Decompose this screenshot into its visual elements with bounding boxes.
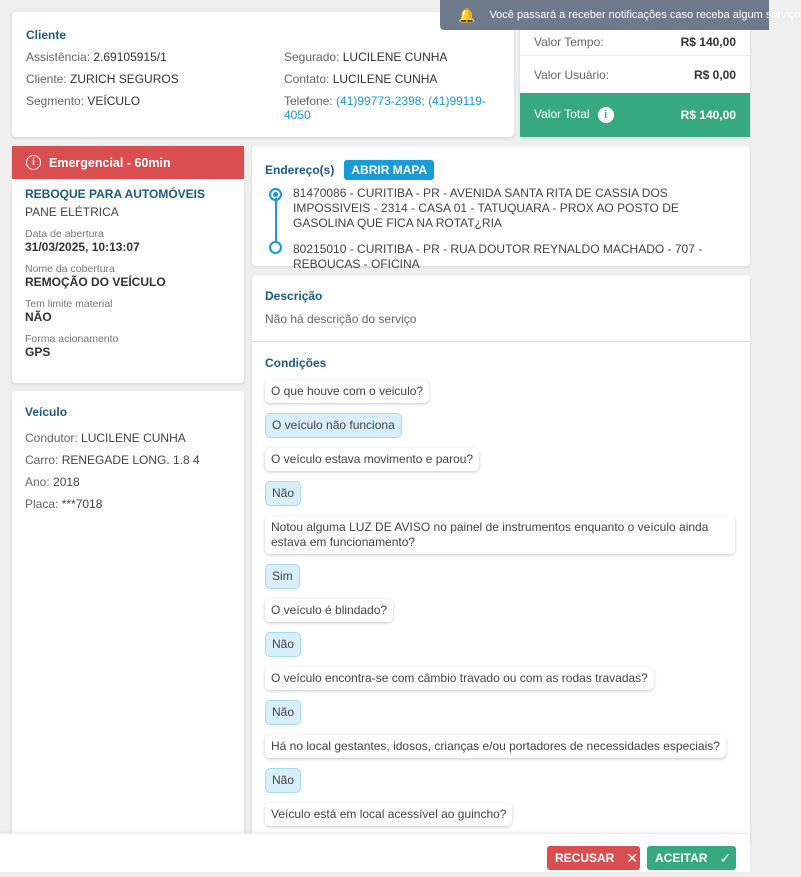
toast-text: Você passará a receber notificações caso receba algum serviço bbox=[489, 9, 801, 21]
condition-answer: Sim bbox=[265, 564, 300, 589]
condition-answer: Não bbox=[265, 632, 301, 657]
condition-item bbox=[265, 481, 737, 506]
description-text: Não há descrição do serviço bbox=[265, 312, 417, 326]
conditions-list bbox=[265, 380, 737, 863]
data-label: Data de abertura bbox=[25, 228, 104, 240]
info-icon[interactable]: i bbox=[598, 107, 614, 123]
reject-button[interactable] bbox=[547, 846, 640, 870]
footer-bar bbox=[0, 833, 750, 872]
client-title: Cliente bbox=[26, 28, 67, 42]
condition-item bbox=[265, 632, 737, 657]
route-line bbox=[275, 198, 277, 246]
condition-item bbox=[265, 667, 737, 690]
data-value: 31/03/2025, 10:13:07 bbox=[25, 240, 140, 254]
condition-item bbox=[265, 735, 737, 758]
condition-answer: Não bbox=[265, 481, 301, 506]
condition-question: O veículo estava movimento e parou? bbox=[265, 448, 479, 471]
alert-icon: i bbox=[26, 155, 41, 170]
condition-question: Veículo está em local acessível ao guincho? bbox=[265, 803, 512, 826]
carro-value: RENEGADE LONG. 1.8 4 bbox=[61, 453, 200, 467]
reject-label: RECUSAR bbox=[555, 851, 615, 865]
condition-item bbox=[265, 700, 737, 725]
carro-label: Carro: bbox=[25, 453, 59, 467]
segmento-label: Segmento: bbox=[26, 94, 85, 108]
condition-item bbox=[265, 413, 737, 438]
condition-question: O veículo é blindado? bbox=[265, 599, 393, 622]
service-problem: PANE ELÉTRICA bbox=[25, 205, 119, 219]
condition-item bbox=[265, 516, 737, 554]
placa-value: ***7018 bbox=[61, 497, 103, 511]
condition-item bbox=[265, 564, 737, 589]
placa-label: Placa: bbox=[25, 497, 59, 511]
limite-value: NÃO bbox=[25, 310, 52, 324]
address-origin: 81470086 - CURITIBA - PR - AVENIDA SANTA RITA DE CASSIA DOS IMPOSSIVEIS - 2314 - CASA 01 - TATUQUARA - PROX AO POSTO DE GASOLINA QUE FICA NA ROTAT¿RIA bbox=[293, 186, 679, 230]
valor-tempo-label: Valor Tempo: bbox=[534, 35, 604, 49]
condition-item bbox=[265, 803, 737, 826]
route-timeline bbox=[265, 186, 293, 283]
limite-label: Tem limite material bbox=[25, 298, 113, 310]
condition-question: O veículo encontra-se com câmbio travado ou com as rodas travadas? bbox=[265, 667, 654, 690]
contato-label: Contato: bbox=[284, 72, 330, 86]
ano-value: 2018 bbox=[53, 475, 80, 489]
ano-label: Ano: bbox=[25, 475, 50, 489]
vehicle-card bbox=[12, 391, 244, 841]
condition-item bbox=[265, 380, 737, 403]
condition-question: Há no local gestantes, idosos, crianças e/ou portadores de necessidades especiais? bbox=[265, 735, 726, 758]
address-title: Endereço(s) bbox=[265, 163, 335, 177]
cliente-value: ZURICH SEGUROS bbox=[70, 72, 179, 86]
cliente-label: Cliente: bbox=[26, 72, 67, 86]
segmento-value: VEÍCULO bbox=[87, 94, 141, 108]
condition-item bbox=[265, 768, 737, 793]
address-destination: 80215010 - CURITIBA - PR - RUA DOUTOR REYNALDO MACHADO - 707 - REBOUCAS - OFICINA bbox=[293, 242, 703, 271]
bell-icon: 🔔 bbox=[458, 6, 476, 23]
open-map-button[interactable]: ABRIR MAPA bbox=[344, 160, 434, 180]
assistencia-value: 2.69105915/1 bbox=[93, 50, 167, 64]
assistencia-label: Assistência: bbox=[26, 50, 91, 64]
cobertura-value: REMOÇÃO DO VEÍCULO bbox=[25, 275, 166, 289]
condition-item bbox=[265, 599, 737, 622]
check-icon: ✓ bbox=[719, 849, 732, 866]
destination-dot-icon bbox=[269, 241, 282, 254]
conditions-title: Condições bbox=[265, 356, 327, 370]
condutor-value: LUCILENE CUNHA bbox=[81, 431, 186, 445]
segurado-value: LUCILENE CUNHA bbox=[342, 50, 448, 64]
address-card bbox=[252, 146, 750, 271]
condition-question: Notou alguma LUZ DE AVISO no painel de instrumentos enquanto o veículo ainda estava em funcionamento? bbox=[265, 516, 735, 554]
valor-usuario: R$ 0,00 bbox=[693, 67, 736, 82]
emergency-badge bbox=[12, 146, 244, 179]
valor-tempo: R$ 140,00 bbox=[680, 35, 736, 49]
condition-item bbox=[265, 448, 737, 471]
cobertura-label: Nome da cobertura bbox=[25, 263, 115, 275]
vehicle-title: Veículo bbox=[25, 405, 68, 419]
condition-answer: Não bbox=[265, 700, 301, 725]
condition-answer: O veículo não funciona bbox=[265, 413, 402, 438]
telefone-label: Telefone: bbox=[284, 94, 333, 108]
forma-label: Forma acionamento bbox=[25, 333, 119, 345]
accept-label: ACEITAR bbox=[655, 851, 708, 865]
description-title: Descrição bbox=[265, 289, 323, 303]
telefone-link[interactable]: (41)99773-2398; (41)99119-4050 bbox=[284, 94, 486, 122]
contato-value: LUCILENE CUNHA bbox=[332, 72, 438, 86]
description-card bbox=[252, 275, 750, 845]
notification-toast bbox=[440, 0, 801, 30]
service-card bbox=[12, 146, 244, 383]
client-card bbox=[12, 12, 514, 137]
emergency-text: Emergencial - 60min bbox=[49, 155, 171, 170]
condutor-label: Condutor: bbox=[25, 431, 78, 445]
close-icon: ✕ bbox=[626, 849, 639, 866]
segurado-label: Segurado: bbox=[284, 50, 340, 64]
valor-usuario-label: Valor Usuário: bbox=[534, 67, 610, 82]
forma-value: GPS bbox=[25, 345, 51, 359]
accept-button[interactable] bbox=[647, 846, 736, 870]
valor-total: R$ 140,00 bbox=[680, 108, 736, 122]
valor-total-label: Valor Total bbox=[534, 107, 590, 121]
service-type: REBOQUE PARA AUTOMÓVEIS bbox=[25, 187, 206, 201]
condition-answer: Não bbox=[265, 768, 301, 793]
condition-question: O que houve com o veiculo? bbox=[265, 380, 429, 403]
